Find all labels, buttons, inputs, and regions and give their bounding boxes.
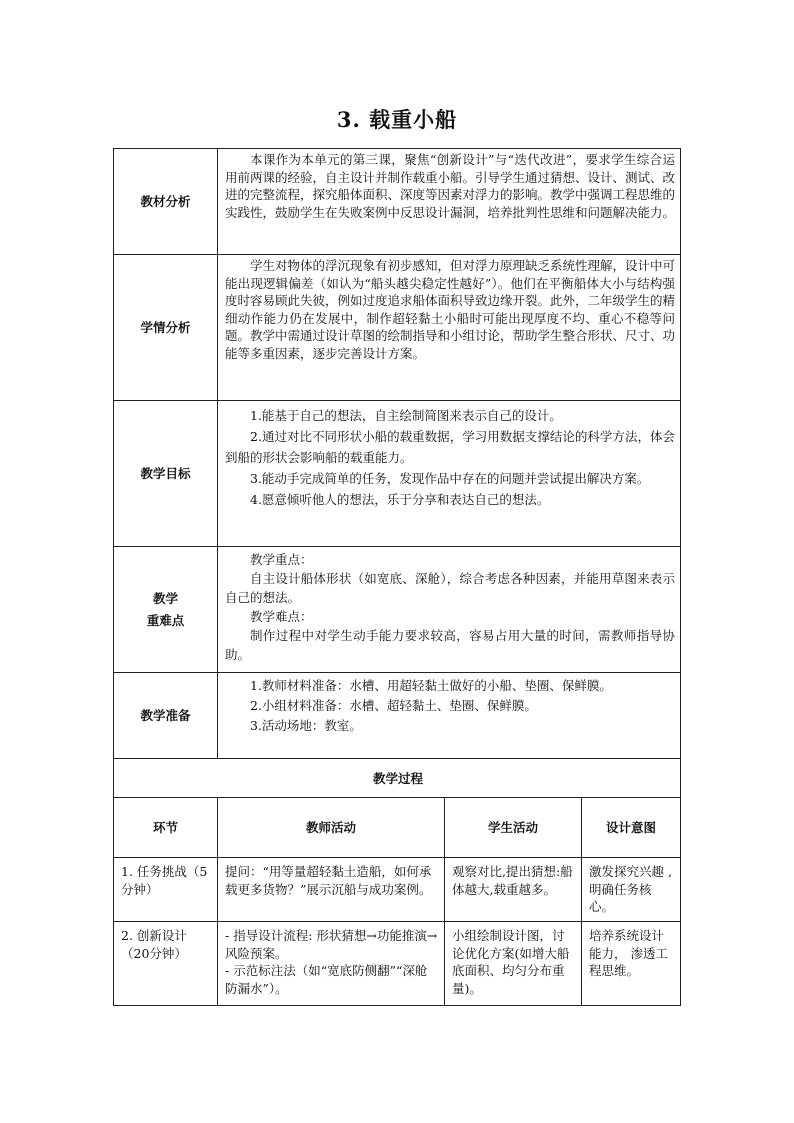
stage-cell [114, 858, 218, 922]
label-teaching-goals: 教学目标 [114, 401, 218, 547]
student-activity-cell [445, 922, 582, 1006]
content-teaching-preparation [218, 673, 681, 759]
page-title: 3. 载重小船 [336, 107, 458, 132]
label-textbook-analysis: 教材分析 [114, 149, 218, 255]
label-student-analysis: 学情分析 [114, 255, 218, 401]
student-activity: 小组绘制设计图，讨论优化方案(如增大船底面积、均匀分布重量)。 [452, 928, 570, 996]
row-process-title [114, 759, 681, 798]
content-key-points [218, 547, 681, 673]
label-teaching-preparation: 教学准备 [114, 673, 218, 759]
label-key-points [114, 547, 218, 673]
row-key-points [114, 547, 681, 673]
header-student-activity: 学生活动 [445, 798, 582, 858]
content-student-analysis [218, 255, 681, 401]
goal-item: 4.愿意倾听他人的想法，乐于分享和表达自己的想法。 [250, 492, 550, 507]
student-activity-cell [445, 858, 582, 922]
preparation-item: 2.小组材料准备：水槽、超轻黏土、垫圈、保鲜膜。 [250, 698, 537, 713]
stage-label: 2. 创新设计（20分钟） [121, 928, 187, 961]
row-teaching-preparation [114, 673, 681, 759]
goal-item: 2.通过对比不同形状小船的载重数据，学习用数据支撑结论的科学方法，体会到船的形状会影响船的载重能力。 [225, 429, 675, 465]
paragraph: 学生对物体的浮沉现象有初步感知，但对浮力原理缺乏系统性理解，设计中可能出现逻辑偏差（如认为“船头越尖稳定性越好”）。他们在平衡船体大小与结构强度时容易顾此失彼，例如过度追求船体面积导致边缘开裂。此外，二年级学生的精细动作能力仍在发展中，制作超轻黏土小船时可能出现厚度不均、重心不稳等问题。教学中需通过设计草图的绘制指导和小组讨论，帮助学生整合形状、尺寸、功能等多重因素，逐步完善设计方案。 [225, 258, 676, 361]
process-title: 教学过程 [114, 759, 681, 798]
design-intent: 培养系统设计能力， 渗透工程思维。 [589, 928, 668, 978]
row-student-analysis [114, 255, 681, 401]
key-point-item: 教学难点： [250, 609, 313, 624]
header-stage: 环节 [114, 798, 218, 858]
preparation-item: 3.活动场地：教室。 [250, 718, 362, 733]
row-textbook-analysis [114, 149, 681, 255]
key-point-item: 自主设计船体形状（如宽底、深舱），综合考虑各种因素，并能用草图来表示自己的想法。 [225, 571, 675, 605]
teacher-activity: 提问：“用等量超轻黏土造船，如何承载更多货物？”展示沉船与成功案例。 [225, 864, 432, 897]
key-point-item: 制作过程中对学生动手能力要求较高，容易占用大量的时间，需教师指导协助。 [225, 628, 675, 662]
teacher-activity-cell [218, 858, 445, 922]
content-textbook-analysis [218, 149, 681, 255]
goal-item: 1.能基于自己的想法，自主绘制简图来表示自己的设计。 [250, 408, 562, 423]
key-point-item: 教学重点： [250, 552, 313, 567]
header-teacher-activity: 教师活动 [218, 798, 445, 858]
stage-label: 1. 任务挑战（5分钟） [121, 864, 208, 897]
student-activity: 观察对比,提出猜想:船体越大,载重越多。 [452, 864, 573, 897]
content-teaching-goals [218, 401, 681, 547]
process-header-row [114, 798, 681, 858]
design-intent-cell [582, 922, 681, 1006]
header-design-intent: 设计意图 [582, 798, 681, 858]
teacher-activity-cell [218, 922, 445, 1006]
row-teaching-goals [114, 401, 681, 547]
lesson-plan-table [113, 148, 681, 1006]
goal-item: 3.能动手完成简单的任务，发现作品中存在的问题并尝试提出解决方案。 [250, 471, 650, 486]
paragraph: 本课作为本单元的第三课，聚焦“创新设计”与“迭代改进”，要求学生综合运用前两课的经验，自主设计并制作载重小船。引导学生通过猜想、设计、测试、改进的完整流程，探究船体面积、深度等因素对浮力的影响。教学中强调工程思维的实践性，鼓励学生在失败案例中反思设计漏洞，培养批判性思维和问题解决能力。 [225, 152, 676, 220]
table-row [114, 922, 681, 1006]
preparation-item: 1.教师材料准备：水槽、用超轻黏土做好的小船、垫圈、保鲜膜。 [250, 678, 612, 693]
label-key-points-line1: 教学 [152, 591, 178, 606]
teacher-activity: - 示范标注法（如“宽底防侧翻”“深舱防漏水”）。 [225, 963, 428, 996]
design-intent-cell [582, 858, 681, 922]
table-row [114, 858, 681, 922]
teacher-activity: - 指导设计流程: 形状猜想→功能推演→风险预案。 [225, 928, 438, 961]
stage-cell [114, 922, 218, 1006]
design-intent: 激发探究兴趣 ,明确任务核心。 [589, 864, 672, 914]
label-key-points-line2: 重难点 [146, 612, 185, 628]
